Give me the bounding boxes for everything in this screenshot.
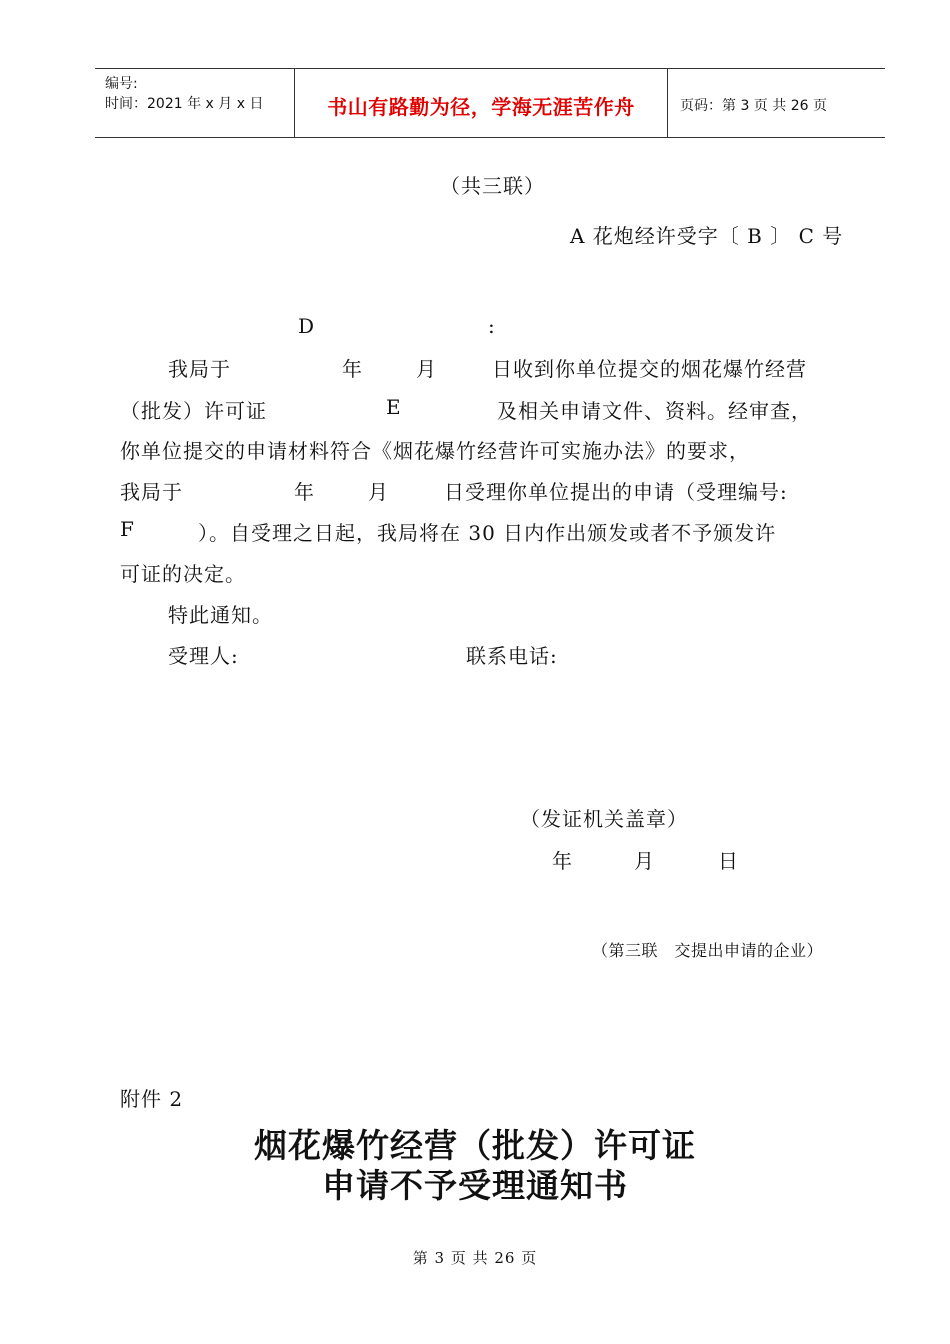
document-header: [95, 68, 885, 138]
addressee-colon: :: [488, 314, 496, 338]
body-line1-start: 我局于: [168, 357, 231, 381]
attachment-label: 附件 2: [120, 1087, 184, 1111]
attachment-title-line1: 烟花爆竹经营（批发）许可证: [254, 1126, 696, 1165]
body-line5-placeholder: F: [120, 517, 135, 541]
special-notice: 特此通知。: [168, 603, 273, 627]
body-line1-end: 日收到你单位提交的烟花爆竹经营: [492, 357, 807, 381]
header-page-cell: [668, 69, 885, 137]
body-line6: 可证的决定。: [120, 562, 246, 586]
date-day: 日: [718, 849, 739, 873]
body-line2-placeholder: E: [386, 395, 402, 419]
body-line3: 你单位提交的申请材料符合《烟花爆竹经营许可实施办法》的要求，: [120, 439, 750, 463]
body-line4-month: 月: [368, 480, 389, 504]
addressee-placeholder: D: [298, 314, 316, 338]
body-line4-start: 我局于: [120, 480, 183, 504]
header-page-info: 页码：第 3 页 共 26 页: [680, 98, 827, 114]
copies-note: （共三联）: [440, 174, 545, 198]
date-month: 月: [634, 849, 655, 873]
attachment-title-line2: 申请不予受理通知书: [322, 1166, 628, 1205]
document-number-label: 编号:: [105, 76, 138, 92]
copy-distribution-note: （第三联 交提出申请的企业）: [592, 941, 824, 960]
document-time-label: 时间：2021 年 x 月 x 日: [105, 96, 264, 112]
body-line1-month: 月: [416, 357, 437, 381]
body-line5-end: ）。自受理之日起，我局将在 30 日内作出颁发或者不予颁发许: [198, 521, 777, 545]
body-line2-start: （批发）许可证: [120, 399, 267, 423]
header-motto: 书山有路勤为径，学海无涯苦作舟: [327, 95, 635, 119]
body-line2-end: 及相关申请文件、资料。经审查，: [497, 399, 812, 423]
body-line4-year: 年: [294, 480, 315, 504]
body-line1-year: 年: [342, 357, 363, 381]
date-year: 年: [552, 849, 573, 873]
phone-label: 联系电话:: [466, 644, 558, 668]
header-motto-cell: [295, 69, 668, 137]
body-line4-end: 日受理你单位提出的申请（受理编号:: [444, 480, 788, 504]
header-left-cell: [95, 69, 295, 137]
issuing-authority-seal: （发证机关盖章）: [520, 807, 688, 831]
handler-label: 受理人:: [168, 644, 239, 668]
document-number: A 花炮经许受字〔 B 〕 C 号: [570, 224, 844, 248]
page-footer: 第 3 页 共 26 页: [412, 1249, 538, 1267]
